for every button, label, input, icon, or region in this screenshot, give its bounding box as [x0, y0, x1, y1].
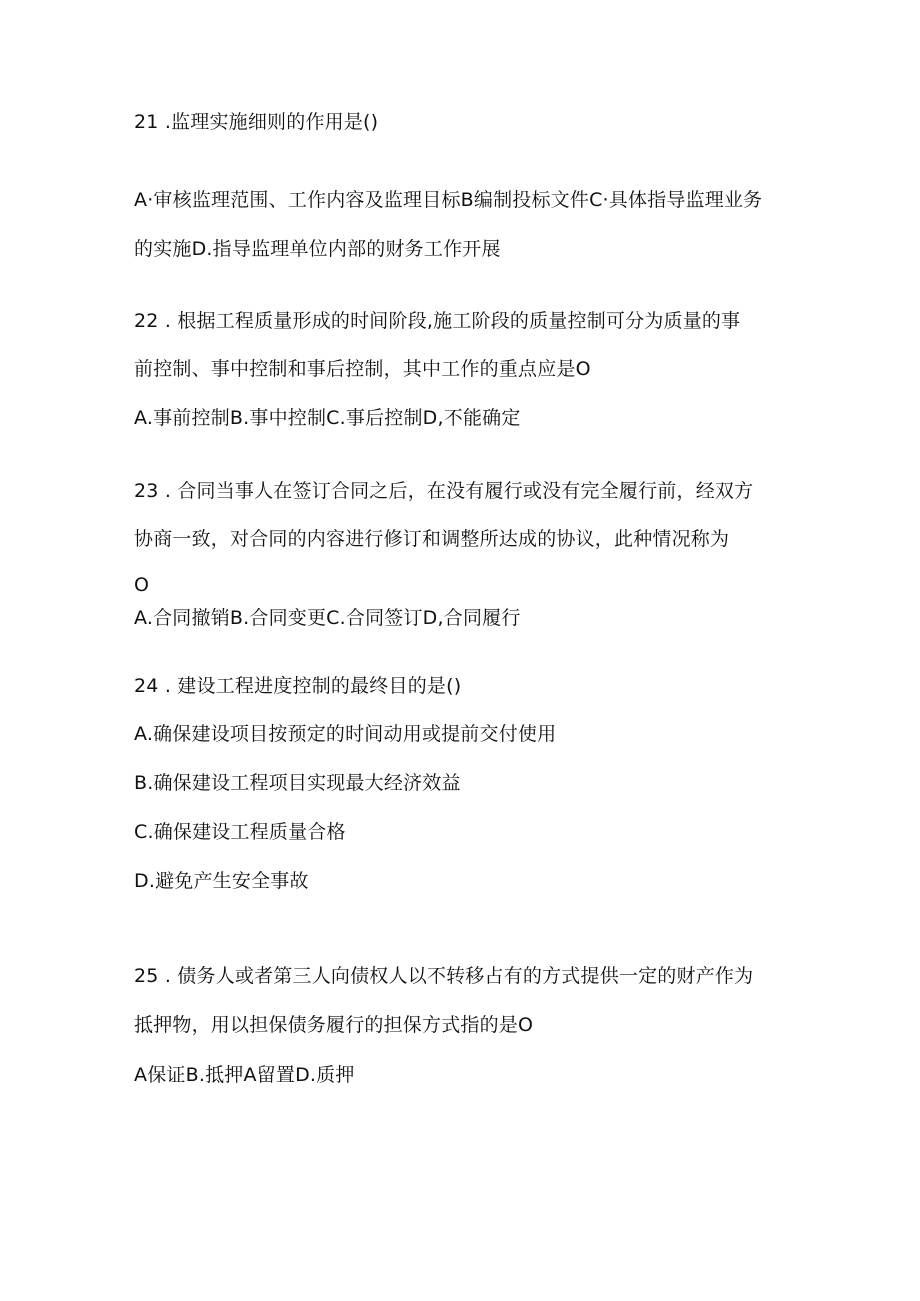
q22-options: A.事前控制B.事中控制C.事后控制D,不能确定 [134, 407, 521, 429]
q24-option-b: B.确保建设工程项目实现最大经济效益 [134, 772, 461, 794]
q21-options-line-2: 的实施D.指导监理单位内部的财务工作开展 [134, 238, 501, 260]
q21-options-line-1: A·审核监理范围、工作内容及监理目标B编制投标文件C·具体指导监理业务 [134, 189, 763, 211]
q23-stem-line-2: 协商一致，对合同的内容进行修订和调整所达成的协议，此种情况称为 [134, 528, 730, 550]
q22-stem-line-1: 22 . 根据工程质量形成的时间阶段,施工阶段的质量控制可分为质量的事 [134, 310, 741, 332]
q23-stem-line-3: O [134, 574, 150, 596]
q25-stem-line-1: 25 . 债务人或者第三人向债权人以不转移占有的方式提供一定的财产作为 [134, 965, 754, 987]
q24-option-c: C.确保建设工程质量合格 [134, 821, 346, 843]
q25-options: A保证B.抵押A留置D.质押 [134, 1064, 355, 1086]
q25-stem-line-2: 抵押物，用以担保债务履行的担保方式指的是O [134, 1014, 534, 1036]
q24-option-a: A.确保建设项目按预定的时间动用或提前交付使用 [134, 723, 557, 745]
q23-options: A.合同撤销B.合同变更C.合同签订D,合同履行 [134, 607, 521, 629]
q22-stem-line-2: 前控制、事中控制和事后控制，其中工作的重点应是O [134, 358, 591, 380]
q21-stem: 21 .监理实施细则的作用是() [134, 111, 379, 133]
q24-option-d: D.避免产生安全事故 [134, 870, 309, 892]
q23-stem-line-1: 23 . 合同当事人在签订合同之后，在没有履行或没有完全履行前，经双方 [134, 480, 754, 502]
q24-stem: 24 . 建设工程进度控制的最终目的是() [134, 675, 462, 697]
